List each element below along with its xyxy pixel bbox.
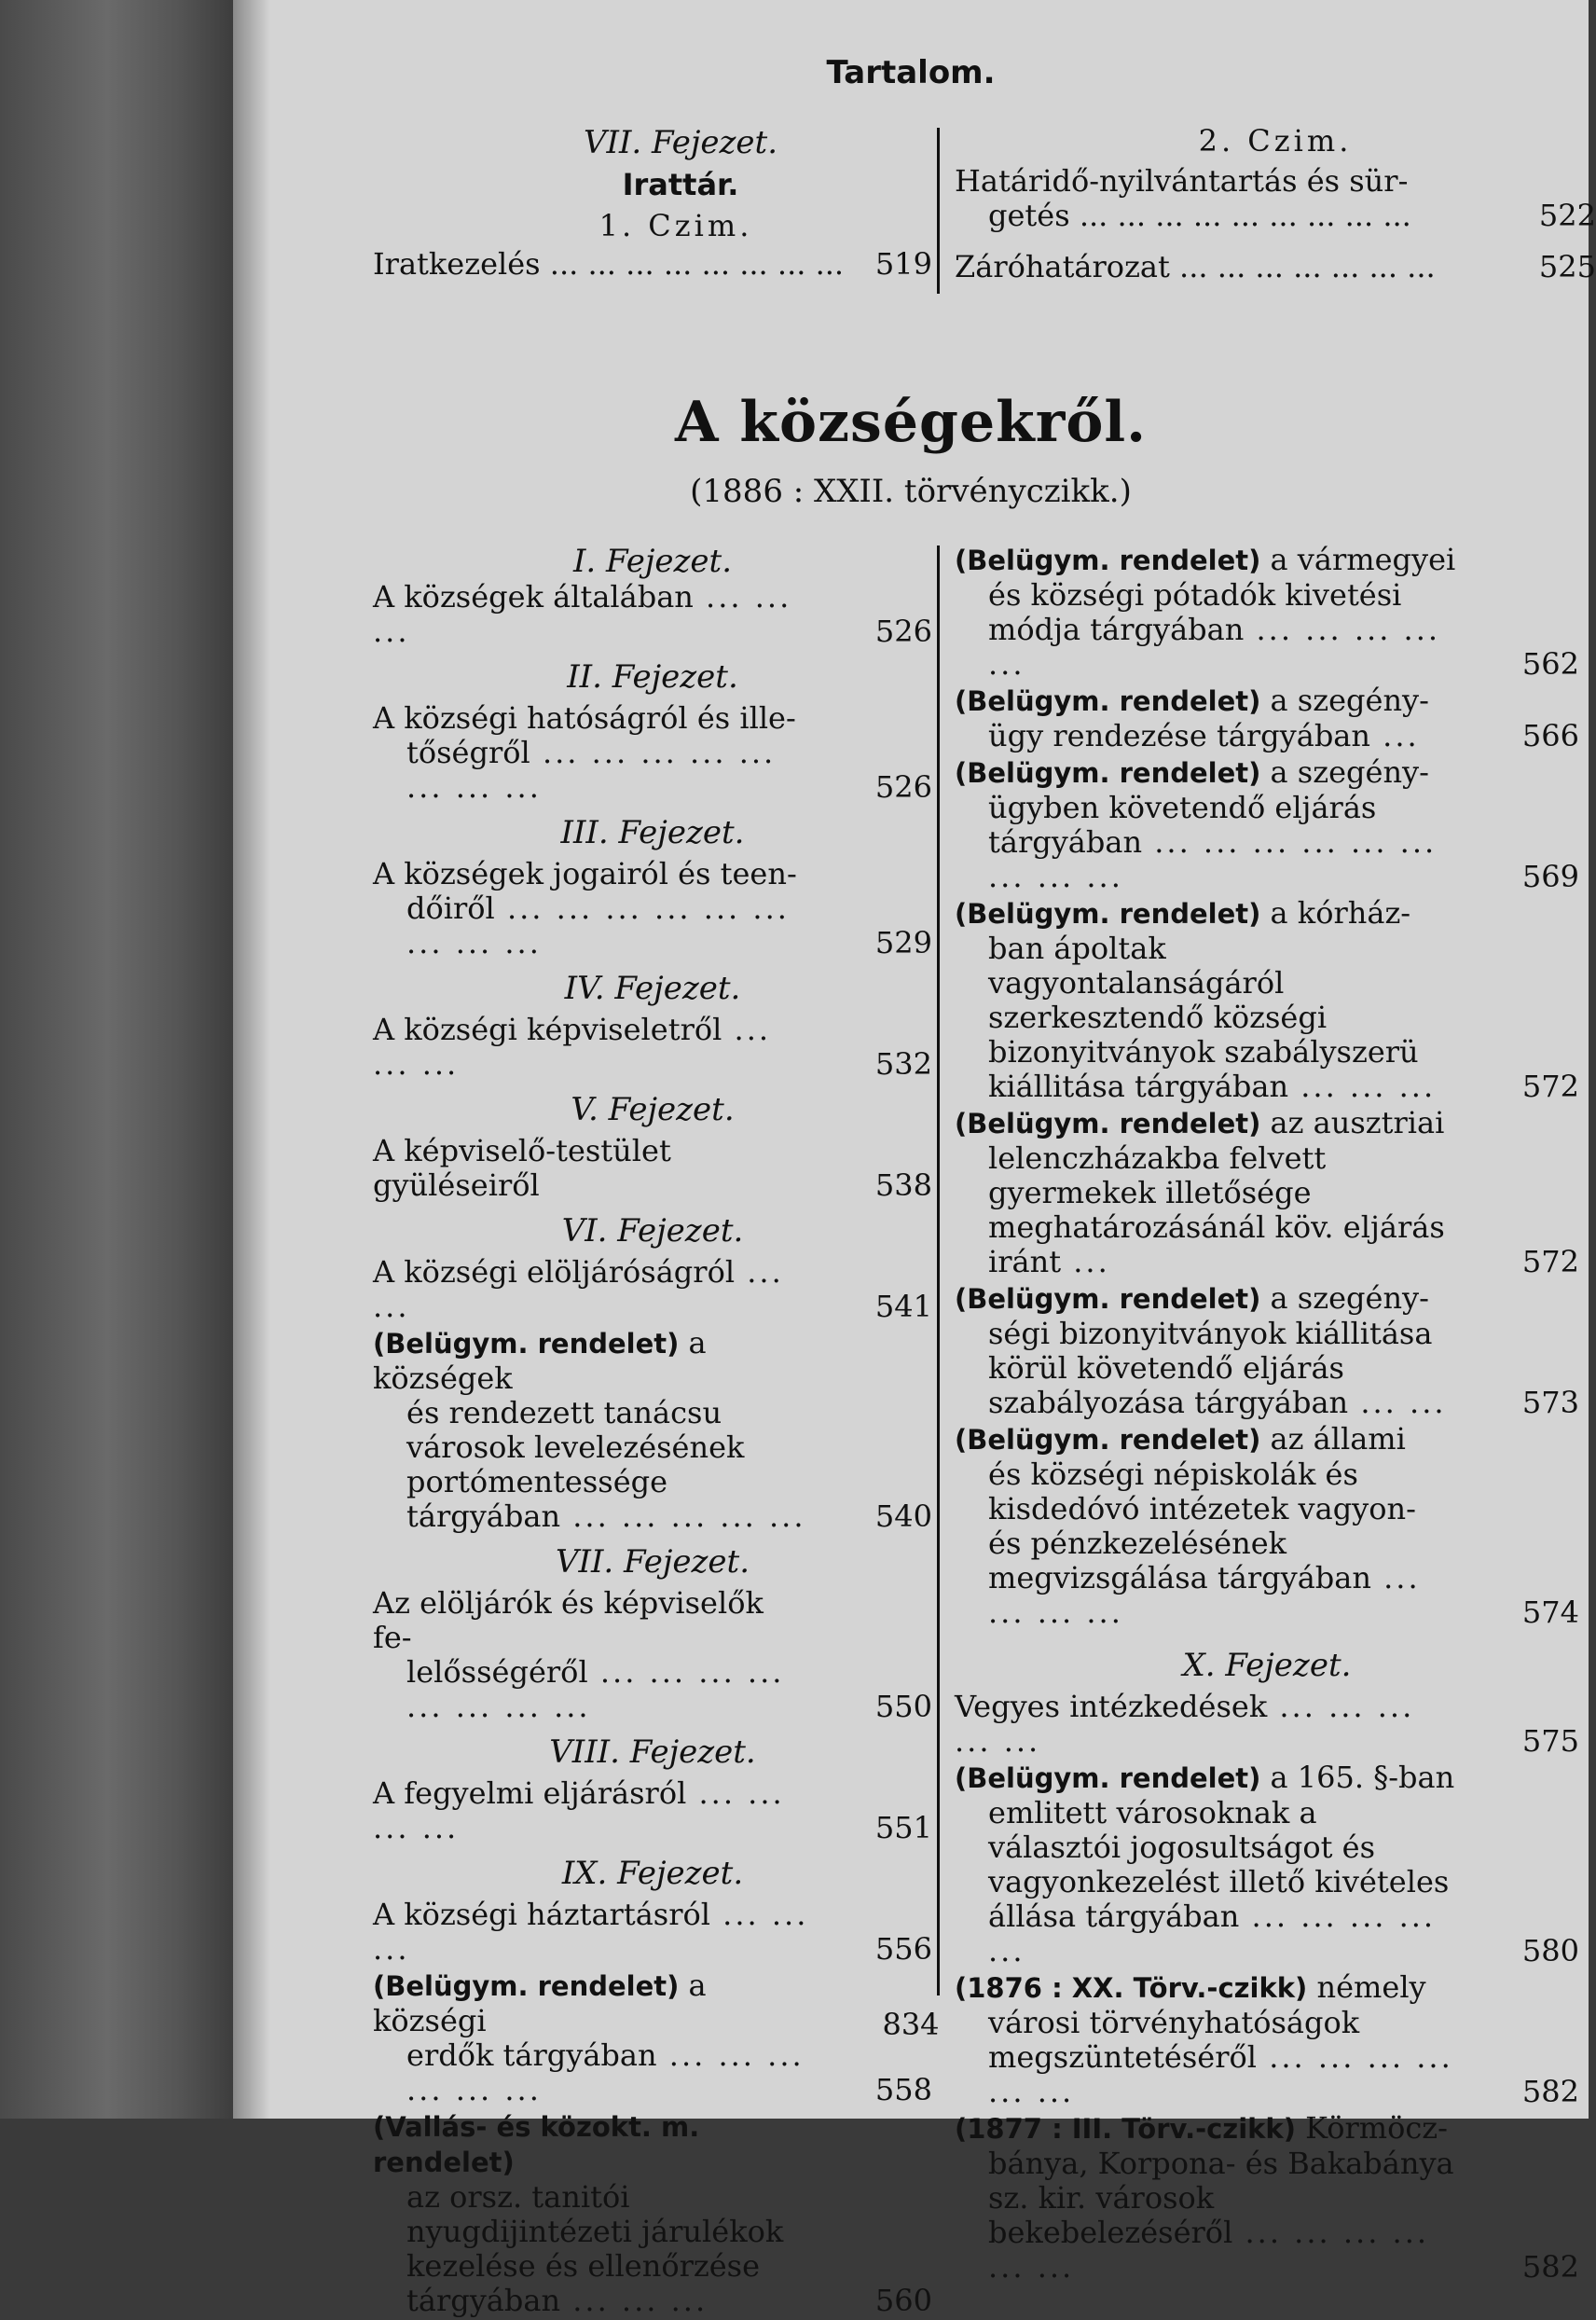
dot-leader: ... ... ... ... ... (955, 1689, 1415, 1759)
page-number: 522 (1538, 198, 1596, 233)
page-number: 551 (874, 1810, 932, 1845)
chapter-heading: VIII. Fejezet. (549, 1733, 756, 1771)
chapter-heading: X. Fejezet. (1182, 1647, 1352, 1684)
column-divider-top (937, 128, 940, 294)
toc-entry-text: a községi (373, 1968, 707, 2038)
top-right-section (955, 124, 1596, 284)
toc-entry (373, 580, 932, 649)
chapter-heading: II. Fejezet. (567, 658, 738, 696)
page-number: 569 (1521, 859, 1579, 894)
page-number: 562 (1521, 646, 1579, 682)
page-number: 529 (874, 925, 932, 960)
page-number: 556 (874, 1931, 932, 1967)
toc-entry (955, 1281, 1579, 1420)
toc-entry (955, 755, 1579, 894)
dot-leader: ... ... ... ... (373, 1775, 785, 1845)
toc-entry (373, 1013, 932, 1082)
page-number: 525 (1538, 249, 1596, 284)
toc-entry-cont: ban ápoltak vagyontalanságáról szerkesztendő községi bizonyitványok szabályszerü kiállitása tárgyában (988, 931, 1419, 1104)
decree-label: (Belügym. rendelet) (955, 1283, 1261, 1315)
toc-entry-cont: getés (988, 198, 1070, 233)
toc-entry-text: a szegény- (1260, 1280, 1429, 1316)
dot-leader: ... ... (1348, 1385, 1447, 1420)
dot-leader: ... ... ... (373, 1897, 809, 1967)
toc-entry-cont: emlitett városoknak a választói jogosultságot és vagyonkezelést illető kivételes állása tárgyában (988, 1795, 1450, 1934)
page-number: 572 (1521, 1069, 1579, 1104)
page-number: 538 (874, 1167, 932, 1203)
toc-entry-text: Iratkezelés (373, 246, 541, 282)
toc-entry (373, 857, 932, 960)
toc-entry-text: a vármegyei (1260, 542, 1456, 577)
toc-entry-cont: városi törvényhatóságok megszüntetéséről (988, 2005, 1360, 2075)
dot-leader: ... ... ... ... ... ... (406, 2037, 805, 2107)
dot-leader: ... (1369, 718, 1420, 753)
dot-leader: ... ... ... ... ... ... ... ... ... (988, 824, 1438, 894)
toc-entry-text: Az elöljárók és képviselők fe- (373, 1585, 764, 1655)
toc-entry (373, 1898, 932, 1967)
top-left-section (373, 124, 932, 282)
toc-entry-text: az állami (1260, 1421, 1406, 1457)
toc-entry-text: A községi hatóságról és ille- (373, 700, 796, 736)
left-column (373, 543, 932, 2320)
page-number: 540 (874, 1498, 932, 1534)
dot-leader: ... ... (373, 1254, 784, 1324)
dot-leader: ... ... ... ... (988, 1560, 1421, 1630)
dot-leader: ... ... ... ... ... ... ... ... ... (1069, 198, 1411, 233)
decree-label: (1877 : III. Törv.-czikk) (955, 2113, 1296, 2145)
dot-leader: ... ... ... ... ... (560, 1498, 806, 1534)
book-page (233, 0, 1596, 2318)
page-number: 550 (874, 1689, 932, 1724)
toc-entry-cont: és községi pótadók kivetési módja tárgyában (988, 577, 1402, 647)
toc-entry-cont: erdők tárgyában (406, 2037, 657, 2073)
toc-entry-text: A fegyelmi eljárásról (373, 1775, 687, 1811)
decree-label: (Belügym. rendelet) (373, 1970, 680, 2002)
chapter-heading: I. Fejezet. (572, 543, 733, 580)
toc-entry (955, 1761, 1579, 1968)
toc-entry-cont: és községi népiskolák és kisdedóvó intézetek vagyon- és pénzkezelésének megvizsgálása tárgyában (988, 1457, 1416, 1595)
dot-leader: ... ... ... (373, 579, 792, 649)
toc-entry-cont: ügy rendezése tárgyában (988, 718, 1370, 753)
toc-entry-cont: lelenczházakba felvett gyermekek illetősége meghatározásánál köv. eljárás iránt (988, 1140, 1445, 1279)
toc-entry-text: A községek általában (373, 579, 694, 615)
toc-entry-cont: és rendezett tanácsu városok levelezésének portómentessége tárgyában (406, 1395, 745, 1534)
column-divider-main (937, 545, 940, 1995)
toc-entry-text: A képviselő-testület gyüléseiről (373, 1133, 671, 1203)
toc-entry-cont: lelősségéről (406, 1654, 588, 1690)
decree-label: (Belügym. rendelet) (955, 1424, 1261, 1456)
page-number: 566 (1521, 718, 1579, 753)
decree-label: (1876 : XX. Törv.-czikk) (955, 1972, 1308, 2004)
page-number: 575 (1521, 1723, 1579, 1759)
toc-entry (955, 896, 1579, 1104)
chapter-heading: VI. Fejezet. (561, 1212, 744, 1250)
toc-entry-text: Záróhatározat (955, 249, 1170, 284)
toc-entry-text: A községi háztartásról (373, 1897, 710, 1932)
toc-entry (955, 1690, 1579, 1759)
toc-entry (373, 701, 932, 805)
toc-entry (373, 1586, 932, 1724)
page-number: 580 (1521, 1933, 1579, 1968)
toc-entry-text: az ausztriai (1260, 1105, 1445, 1140)
toc-entry (373, 1134, 932, 1203)
decree-label: (Belügym. rendelet) (955, 545, 1261, 576)
toc-entry-text: a szegény- (1260, 683, 1429, 718)
dot-leader: ... ... ... ... ... ... ... ... (406, 735, 777, 805)
decree-label: (Belügym. rendelet) (955, 757, 1261, 789)
page-number: 582 (1521, 2074, 1579, 2109)
page-number: 532 (874, 1046, 932, 1082)
toc-entry (955, 1422, 1579, 1630)
decree-label: (Belügym. rendelet) (955, 685, 1261, 717)
decree-label: (Belügym. rendelet) (955, 1108, 1261, 1139)
main-title: A községekről. (674, 390, 1148, 455)
dot-leader: ... ... ... ... ... ... ... (1169, 249, 1436, 284)
toc-entry-text: Körmöcz- (1295, 2110, 1448, 2146)
chapter-heading: III. Fejezet. (560, 814, 745, 851)
toc-entry-cont: dőiről (406, 891, 495, 926)
decree-label: (Vallás- és közokt. m. rendelet) (373, 2111, 700, 2178)
toc-entry-text: A községek jogairól és teen- (373, 856, 797, 891)
toc-entry (955, 684, 1579, 753)
toc-entry-text: némely (1307, 1969, 1426, 2005)
toc-entry-text: Vegyes intézkedések (955, 1689, 1268, 1724)
page-number: 574 (1521, 1595, 1579, 1630)
book-binding (0, 0, 238, 2119)
toc-entry-text: A községi elöljáróságról (373, 1254, 736, 1290)
toc-entry-text: a szegény- (1260, 754, 1429, 790)
page-gutter-shadow (233, 0, 270, 2119)
page-number: 573 (1521, 1385, 1579, 1420)
dot-leader: ... (1061, 1244, 1110, 1279)
chapter-heading: V. Fejezet. (571, 1091, 735, 1128)
toc-entry (373, 2109, 932, 2318)
toc-entry-cont: ségi bizonyitványok kiállitása körül követendő eljárás szabályozása tárgyában (988, 1316, 1433, 1420)
toc-entry-text: Határidő-nyilvántartás és sür- (955, 163, 1409, 199)
dot-leader: ... ... ... ... ... ... ... ... (540, 246, 845, 282)
dot-leader: ... ... ... ... ... ... ... ... (406, 1654, 785, 1724)
dot-leader: ... ... ... ... ... ... (988, 2215, 1430, 2285)
page-number: 560 (874, 2283, 932, 2318)
czim-heading: 1. Czim. (598, 208, 753, 243)
dot-leader: ... ... ... (560, 2283, 709, 2318)
page-number: 526 (874, 614, 932, 649)
chapter-heading: VII. Fejezet. (583, 124, 778, 161)
toc-entry (373, 1326, 932, 1534)
toc-entry (955, 543, 1579, 682)
toc-entry (373, 1776, 932, 1845)
toc-entry (955, 2111, 1579, 2285)
page-number: 572 (1521, 1244, 1579, 1279)
sub-title: (1886 : XXII. törvényczikk.) (690, 473, 1132, 510)
decree-label: (Belügym. rendelet) (955, 898, 1261, 930)
page-number: 558 (874, 2072, 932, 2107)
chapter-heading: VII. Fejezet. (555, 1543, 750, 1581)
toc-entry-text: a községek (373, 1325, 707, 1396)
chapter-heading: IV. Fejezet. (564, 970, 741, 1007)
dot-leader: ... ... ... (1288, 1069, 1437, 1104)
toc-entry-text: a kórház- (1260, 895, 1411, 931)
dot-leader: ... ... ... (373, 1012, 772, 1082)
folio-number: 834 (882, 2007, 940, 2042)
dot-leader: ... ... ... ... ... (988, 1899, 1437, 1968)
toc-entry-text: a 165. §-ban (1260, 1760, 1455, 1795)
toc-entry-cont: tőségről (406, 735, 530, 770)
decree-label: (Belügym. rendelet) (955, 1762, 1261, 1794)
toc-entry (373, 1255, 932, 1324)
chapter-heading: IX. Fejezet. (561, 1855, 744, 1892)
toc-entry-cont: ügyben követendő eljárás tárgyában (988, 790, 1377, 860)
page-number: 541 (874, 1289, 932, 1324)
page-number: 582 (1521, 2249, 1579, 2285)
czim-heading: 2. Czim. (1198, 123, 1353, 159)
toc-entry-text: A községi képviseletről (373, 1012, 722, 1047)
toc-entry-cont: az orsz. tanitói nyugdijintézeti járulékok kezelése és ellenőrzése tárgyában (406, 2179, 784, 2318)
page-number: 526 (874, 769, 932, 805)
section-subhead: Irattár. (622, 167, 739, 202)
dot-leader: ... ... ... ... ... ... ... ... ... (406, 891, 790, 960)
toc-entry (955, 1106, 1579, 1279)
toc-entry-cont: bánya, Korpona- és Bakabánya sz. kir. városok bekebelezéséről (988, 2146, 1454, 2250)
dot-leader: ... ... ... ... ... (988, 612, 1441, 682)
dot-leader: ... ... ... ... ... ... (988, 2039, 1453, 2109)
page-number: 519 (874, 246, 932, 282)
decree-label: (Belügym. rendelet) (373, 1328, 680, 1360)
running-head: Tartalom. (826, 54, 996, 91)
